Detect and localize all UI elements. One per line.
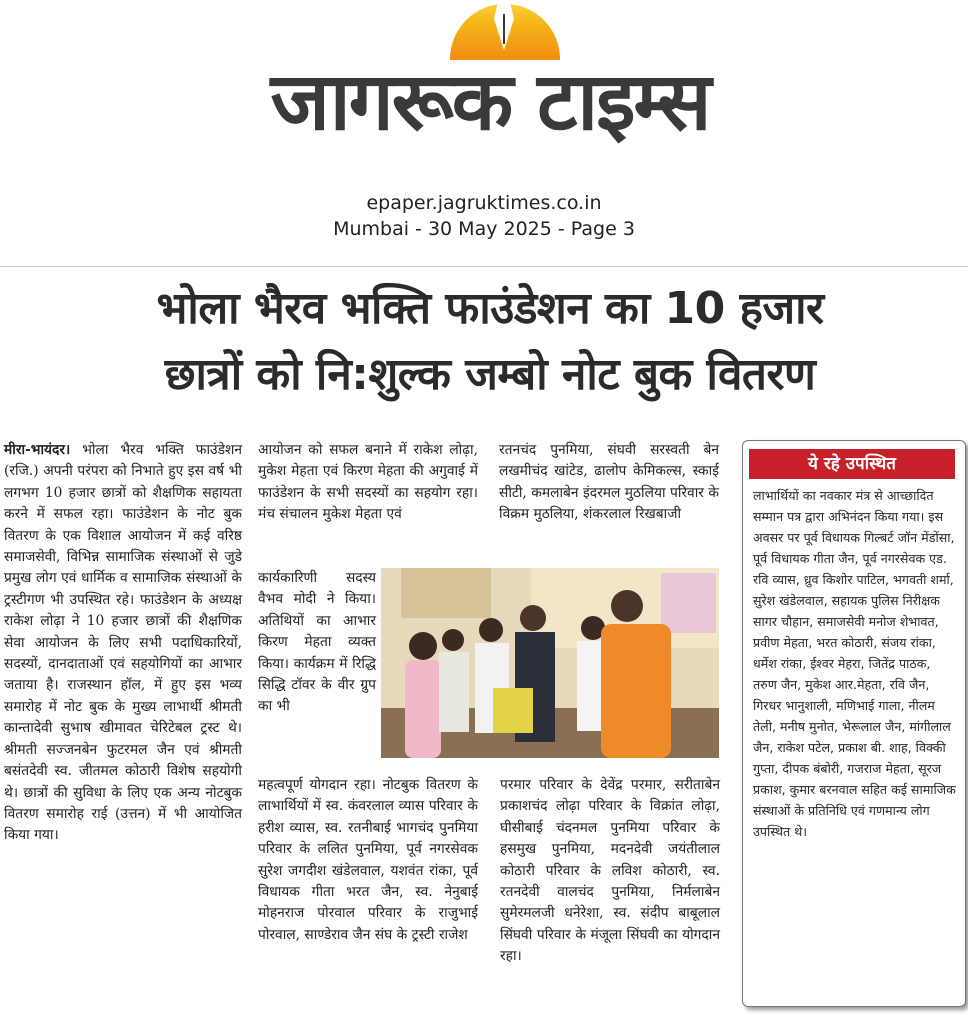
edition-info	[0, 190, 968, 242]
event-photo	[381, 568, 719, 758]
attendees-box	[742, 440, 966, 1007]
dateline: मीरा-भायंदर।	[4, 442, 71, 458]
attendees-text: लाभार्थियों का नवकार मंत्र से आच्छादित सम्मान पत्र द्वारा अभिनंदन किया गया। इस अवसर पर पूर्व विधायक गिल्बर्ट जॉन मेंडोंसा, पूर्व विधायक गीता जैन, पूर्व नगरसेवक एड. रवि व्यास, ध्रुव किशोर पाटिल, भगवती शर्मा, सुरेश खंडेलवाल, सहायक पुलिस निरीक्षक सागर चौहान, समाजसेवी मनोज शेभावत, प्रवीण मेहता, भरत कोठारी, संजय रांका, धर्मेश रांका, ईश्वर मेहरा, जितेंद्र पाठक, तरुण जैन, मुकेश आर.मेहता, रवि जैन, गिरधर भानुशाली, मणिभाई गाला, नीलम तेली, मनीष मुनोत, भेरूलाल जैन, मांगीलाल जैन, राकेश पटेल, प्रकाश बी. शाह, विक्की गुप्ता, दीपक बंबोरी, गजराज मेहता, सूरज प्रकाश, कुमार बरनवाल सहित कई सामाजिक संस्थाओं के प्रतिनिधि एवं गणमान्य लोग उपस्थित थे।	[753, 488, 956, 839]
attendees-heading: ये रहे उपस्थित	[749, 449, 955, 479]
article-column-2-wrap	[258, 568, 376, 718]
masthead	[0, 0, 968, 270]
divider	[0, 266, 968, 267]
lower-column-left: महत्वपूर्ण योगदान रहा। नोटबुक वितरण के लाभार्थियों में स्व. कंवरलाल व्यास परिवार के हरीश व्यास, स्व. रतनीबाई भागचंद पुनमिया परिवार के ललित पुनमिया, पूर्व नगरसेवक सुरेश जगदीश खंडेलवाल, यशवंत रांका, पूर्व विधायक गीता भरत जैन, स्व. नेनुबाई मोहनराज पोरवाल परिवार के राजुभाई पोरवाल, साण्डेराव जैन संघ के ट्रस्टी राजेश	[258, 777, 478, 943]
edition-line: Mumbai - 30 May 2025 - Page 3	[333, 218, 635, 240]
site-url[interactable]: epaper.jagruktimes.co.in	[366, 192, 602, 214]
column-2-text: आयोजन को सफल बनाने में राकेश लोढ़ा, मुकेश मेहता एवं किरण मेहता की अगुवाई में फाउंडेशन के सभी सदस्यों का सहयोग रहा। मंच संचालन मुकेश मेहता एवं	[258, 442, 478, 523]
column-1-text: भोला भैरव भक्ति फाउंडेशन (रजि.) अपनी परंपरा को निभाते हुए इस वर्ष भी लगभग 10 हजार छात्रों को शैक्षणिक सहायता करने में सफल रहा। फाउंडेशन के नोट बुक वितरण के एक विशाल आयोजन में कई वरिष्ठ समाजसेवी, विभिन्न सामाजिक संस्थाओं से जुडे प्रमुख लोग एवं धार्मिक व सामाजिक संस्थाओं के ट्रस्टीगण भी उपस्थित रहे। फाउंडेशन के अध्यक्ष राकेश लोढ़ा ने 10 हजार छात्रों की शैक्षणिक सेवा आयोजन के लिए सभी पदाधिकारियों, सदस्यों, दानदाताओं एवं सहयोगियों का आभार जताया है। राजस्थान हॉल, में हुए इस भव्य समारोह में नोट बुक के मुख्य लाभार्थी श्रीमती कान्तादेवी सुभाष खीमावत चेरिटेबल ट्रस्ट थे। श्रीमती सज्जनबेन फुटरमल जैन एवं श्रीमती बसंतदेवी स्व. जीतमल कोठारी विशेष सहयोगी थे। छात्रों की सुविधा के लिए एक अन्य नोटबुक वितरण समारोह राई (उत्तन) में भी आयोजित किया गया।	[4, 442, 242, 844]
article-column-2	[258, 440, 478, 526]
headline-line-1: भोला भैरव भक्ति फाउंडेशन का 10 हजार	[156, 283, 824, 334]
newspaper-logo: जागरूक टाइम्स	[270, 55, 710, 148]
lower-column-right: परमार परिवार के देवेंद्र परमार, सरीताबेन प्रकाशचंद लोढ़ा परिवार के विक्रांत लोढ़ा, घीसीबाई चंदनमल पुनमिया परिवार के हसमुख पुनमिया, मदनदेवी जयंतीलाल कोठारी परिवार के लविश कोठारी, स्व. रतनदेवी वालचंद पुनमिया, निर्मलाबेन सुमेरमलजी धनेरेशा, स्व. संदीप बाबूलाल सिंघवी परिवार के मंजूला सिंघवी का योगदान रहा।	[500, 777, 720, 965]
article-lower-columns	[258, 775, 720, 968]
column-3-text: रतनचंद पुनमिया, संघवी सरस्वती बेन लखमीचंद खांटेड, ढालोप केमिकल्स, स्काई सीटी, कमलाबेन इंदरमल मुठलिया परिवार के विक्रम मुठलिया, शंकरलाल रिखबाजी	[499, 442, 719, 523]
headline	[20, 276, 960, 408]
article-column-1	[4, 440, 242, 847]
column-2-wrap-text: कार्यकारिणी सदस्य वैभव मोदी ने किया। अतिथियों का आभार किरण मेहता व्यक्त किया। कार्यक्रम में रिद्धि सिद्धि टॉवर के वीर ग्रुप का भी	[258, 570, 376, 715]
headline-line-2: छात्रों को नि:शुल्क जम्बो नोट बुक वितरण	[164, 349, 816, 400]
article-column-3	[499, 440, 719, 526]
pen-nib-slit	[503, 14, 505, 44]
